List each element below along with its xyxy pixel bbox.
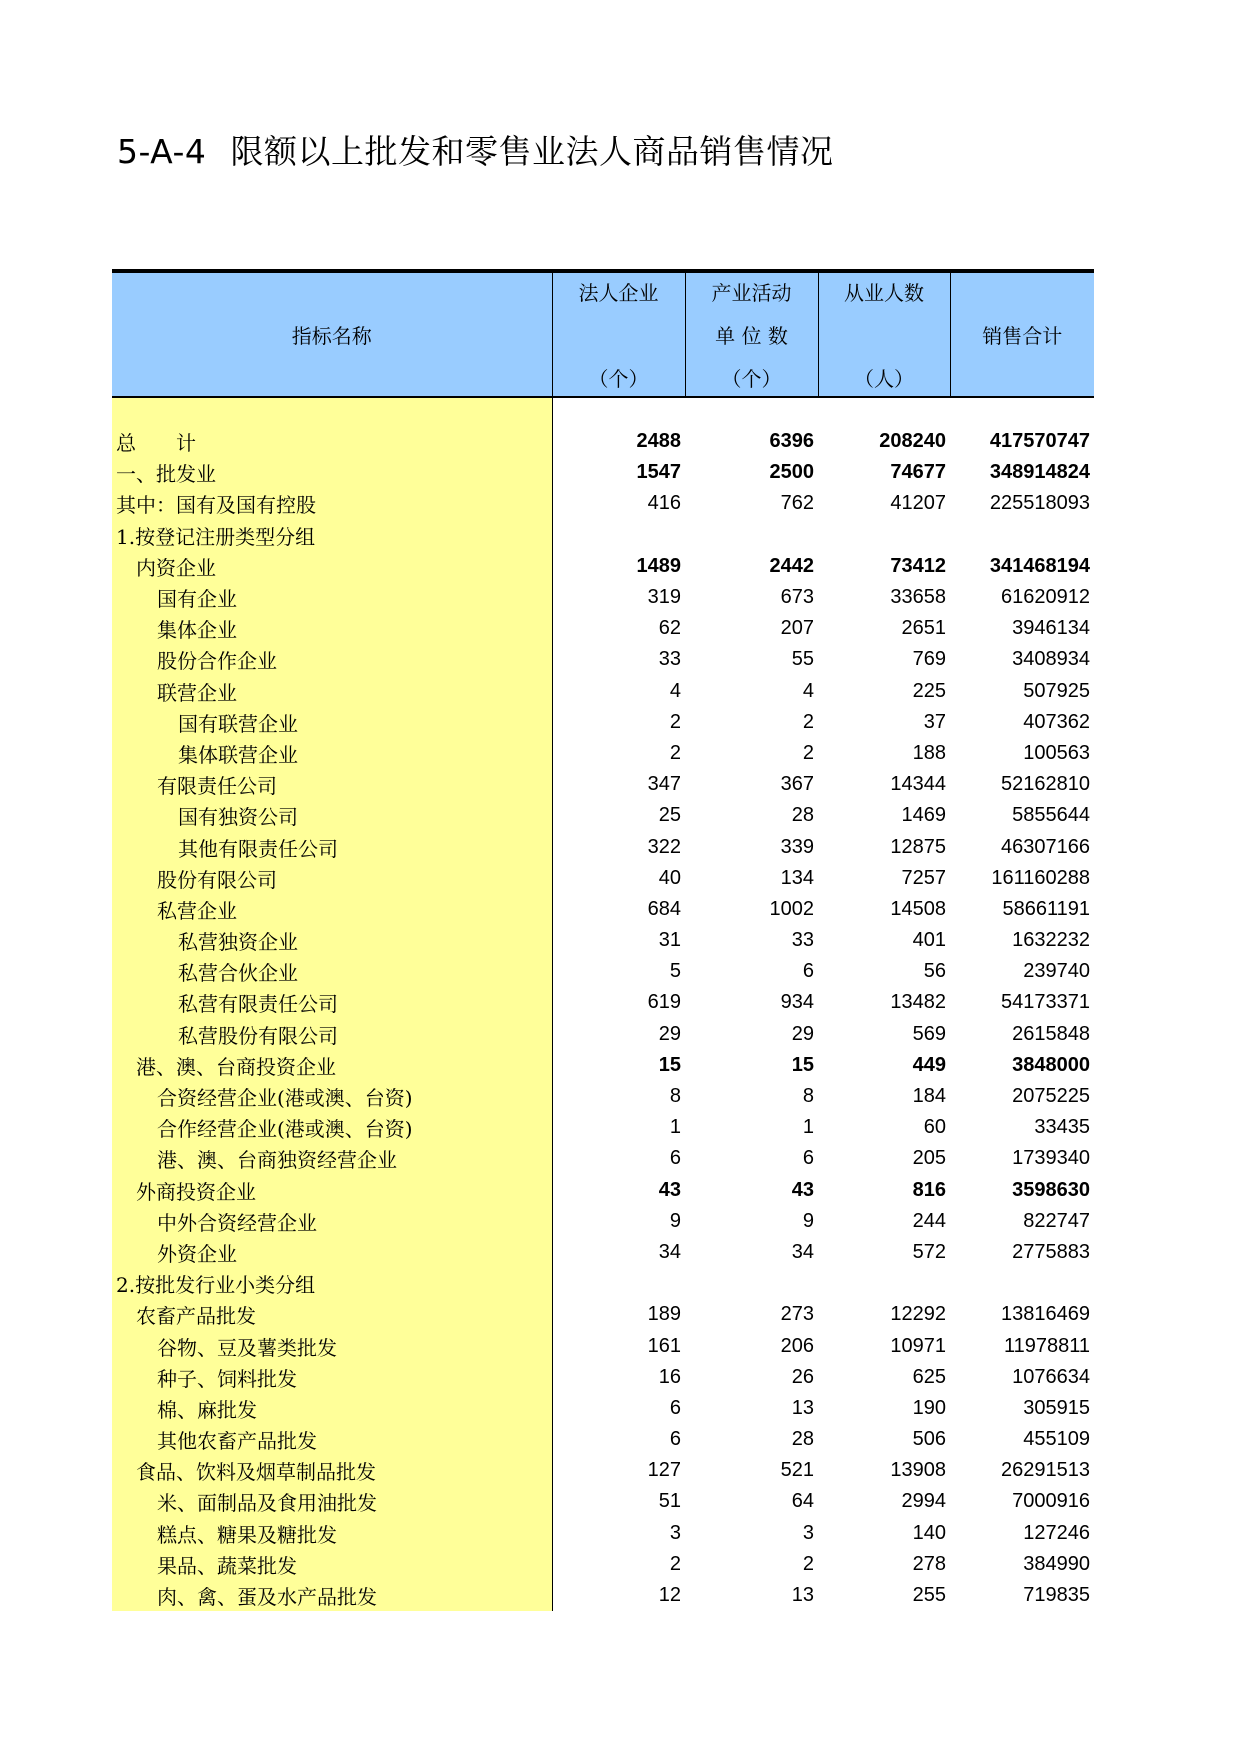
employees-cell: 255 bbox=[912, 1584, 946, 1607]
row-label: 合资经营企业(港或澳、台资) bbox=[112, 1081, 552, 1112]
total-sales-cell: 11978811 bbox=[1003, 1334, 1090, 1357]
table-row bbox=[112, 613, 1094, 644]
table-row bbox=[112, 1019, 1094, 1050]
activity-units-cell: 43 bbox=[791, 1178, 814, 1201]
activity-units-cell: 34 bbox=[791, 1240, 814, 1263]
activity-units-cell: 4 bbox=[802, 679, 814, 702]
legal-entities-cell: 33 bbox=[658, 648, 681, 671]
total-sales-cell: 348914824 bbox=[989, 461, 1090, 484]
employees-cell: 184 bbox=[912, 1085, 946, 1108]
employees-cell: 205 bbox=[912, 1147, 946, 1170]
header-activity-units: 产业活动 单 位 数 （个） bbox=[685, 271, 818, 397]
legal-entities-cell: 2 bbox=[669, 1552, 681, 1575]
table-row bbox=[112, 925, 1094, 956]
activity-units-cell: 13 bbox=[791, 1584, 814, 1607]
row-label: 私营独资企业 bbox=[112, 925, 552, 956]
legal-entities-cell: 43 bbox=[658, 1178, 681, 1201]
statistics-table bbox=[112, 269, 1094, 1611]
table-row bbox=[112, 1268, 1094, 1299]
legal-entities-cell: 6 bbox=[669, 1396, 681, 1419]
legal-entities-cell: 619 bbox=[647, 991, 681, 1014]
table-row bbox=[112, 644, 1094, 675]
total-sales-cell: 52162810 bbox=[1001, 773, 1090, 796]
legal-entities-cell: 6 bbox=[669, 1147, 681, 1170]
total-sales-cell: 26291513 bbox=[1001, 1459, 1090, 1482]
activity-units-cell: 15 bbox=[791, 1053, 814, 1076]
table-row bbox=[112, 1455, 1094, 1486]
employees-cell: 14344 bbox=[890, 773, 946, 796]
activity-units-cell: 273 bbox=[780, 1303, 814, 1326]
table-row bbox=[112, 800, 1094, 831]
total-sales-cell bbox=[950, 1268, 1094, 1299]
row-label: 私营股份有限公司 bbox=[112, 1019, 552, 1050]
total-sales-cell: 822747 bbox=[1023, 1209, 1090, 1232]
activity-units-cell: 673 bbox=[780, 586, 814, 609]
table-row bbox=[112, 1580, 1094, 1611]
total-sales-cell: 1076634 bbox=[1012, 1365, 1090, 1388]
table-row bbox=[112, 1518, 1094, 1549]
table-row bbox=[112, 894, 1094, 925]
activity-units-cell bbox=[685, 1268, 818, 1299]
legal-entities-cell: 34 bbox=[658, 1240, 681, 1263]
employees-cell: 506 bbox=[912, 1428, 946, 1451]
activity-units-cell: 2442 bbox=[769, 554, 814, 577]
activity-units-cell: 28 bbox=[791, 804, 814, 827]
legal-entities-cell: 29 bbox=[658, 1022, 681, 1045]
row-label: 棉、麻批发 bbox=[112, 1393, 552, 1424]
row-label: 一、批发业 bbox=[112, 457, 552, 488]
table-row bbox=[112, 1237, 1094, 1268]
row-label: 私营合伙企业 bbox=[112, 956, 552, 987]
table-row bbox=[112, 1393, 1094, 1424]
row-label: 私营有限责任公司 bbox=[112, 987, 552, 1018]
legal-entities-cell: 1 bbox=[669, 1116, 681, 1139]
legal-entities-cell: 127 bbox=[647, 1459, 681, 1482]
row-label: 其他农畜产品批发 bbox=[112, 1424, 552, 1455]
legal-entities-cell: 8 bbox=[669, 1085, 681, 1108]
spacer-row bbox=[112, 397, 1094, 426]
employees-cell: 208240 bbox=[879, 430, 946, 453]
table-row bbox=[112, 1549, 1094, 1580]
row-label: 2.按批发行业小类分组 bbox=[112, 1268, 552, 1299]
total-sales-cell: 54173371 bbox=[1001, 991, 1090, 1014]
row-label: 股份有限公司 bbox=[112, 863, 552, 894]
row-label: 其他有限责任公司 bbox=[112, 831, 552, 862]
table-row bbox=[112, 488, 1094, 519]
activity-units-cell: 13 bbox=[791, 1396, 814, 1419]
header-indicator-name: 指标名称 bbox=[112, 271, 552, 397]
total-sales-cell: 2075225 bbox=[1012, 1085, 1090, 1108]
activity-units-cell: 134 bbox=[780, 866, 814, 889]
legal-entities-cell: 189 bbox=[647, 1303, 681, 1326]
page-title bbox=[117, 126, 833, 173]
table-row bbox=[112, 1143, 1094, 1174]
activity-units-cell: 339 bbox=[780, 835, 814, 858]
header-legal-entities: 法人企业 （个） bbox=[552, 271, 685, 397]
row-label: 外商投资企业 bbox=[112, 1175, 552, 1206]
total-sales-cell: 100563 bbox=[1023, 741, 1090, 764]
table-row bbox=[112, 1299, 1094, 1330]
employees-cell: 7257 bbox=[901, 866, 946, 889]
statistics-table-container bbox=[112, 269, 1094, 1611]
activity-units-cell: 8 bbox=[802, 1085, 814, 1108]
legal-entities-cell: 5 bbox=[669, 960, 681, 983]
employees-cell: 572 bbox=[912, 1240, 946, 1263]
employees-cell: 33658 bbox=[890, 586, 946, 609]
employees-cell: 13908 bbox=[890, 1459, 946, 1482]
row-label: 港、澳、台商投资企业 bbox=[112, 1050, 552, 1081]
row-label: 国有联营企业 bbox=[112, 707, 552, 738]
table-row bbox=[112, 707, 1094, 738]
total-sales-cell bbox=[950, 520, 1094, 551]
table-row bbox=[112, 551, 1094, 582]
table-row bbox=[112, 582, 1094, 613]
legal-entities-cell: 31 bbox=[658, 929, 681, 952]
legal-entities-cell: 12 bbox=[658, 1584, 681, 1607]
total-sales-cell: 5855644 bbox=[1012, 804, 1090, 827]
employees-cell: 190 bbox=[912, 1396, 946, 1419]
row-label: 内资企业 bbox=[112, 551, 552, 582]
table-body bbox=[112, 397, 1094, 1611]
activity-units-cell: 1 bbox=[802, 1116, 814, 1139]
legal-entities-cell: 2 bbox=[669, 710, 681, 733]
employees-cell: 10971 bbox=[890, 1334, 946, 1357]
table-row bbox=[112, 1486, 1094, 1517]
total-sales-cell: 719835 bbox=[1023, 1584, 1090, 1607]
employees-cell: 60 bbox=[923, 1116, 946, 1139]
legal-entities-cell: 161 bbox=[647, 1334, 681, 1357]
row-label: 谷物、豆及薯类批发 bbox=[112, 1330, 552, 1361]
employees-cell: 569 bbox=[912, 1022, 946, 1045]
employees-cell: 74677 bbox=[890, 461, 946, 484]
row-label: 联营企业 bbox=[112, 676, 552, 707]
employees-cell: 769 bbox=[912, 648, 946, 671]
row-label: 农畜产品批发 bbox=[112, 1299, 552, 1330]
total-sales-cell: 58661191 bbox=[1002, 897, 1090, 920]
legal-entities-cell: 16 bbox=[658, 1365, 681, 1388]
employees-cell: 12292 bbox=[890, 1303, 946, 1326]
table-row bbox=[112, 1081, 1094, 1112]
header-total-sales: 销售合计 bbox=[950, 271, 1094, 397]
legal-entities-cell: 684 bbox=[647, 897, 681, 920]
total-sales-cell: 225518093 bbox=[989, 492, 1090, 515]
total-sales-cell: 2615848 bbox=[1012, 1022, 1090, 1045]
header-employees: 从业人数 （人） bbox=[818, 271, 950, 397]
row-label: 中外合资经营企业 bbox=[112, 1206, 552, 1237]
table-row bbox=[112, 457, 1094, 488]
table-row bbox=[112, 769, 1094, 800]
employees-cell: 73412 bbox=[890, 554, 946, 577]
employees-cell bbox=[818, 520, 950, 551]
activity-units-cell: 2 bbox=[802, 741, 814, 764]
row-label: 食品、饮料及烟草制品批发 bbox=[112, 1455, 552, 1486]
legal-entities-cell: 6 bbox=[669, 1428, 681, 1451]
legal-entities-cell: 416 bbox=[647, 492, 681, 515]
employees-cell: 401 bbox=[912, 929, 946, 952]
table-row bbox=[112, 738, 1094, 769]
activity-units-cell: 33 bbox=[791, 929, 814, 952]
table-row bbox=[112, 1050, 1094, 1081]
table-row bbox=[112, 987, 1094, 1018]
row-label: 糕点、糖果及糖批发 bbox=[112, 1518, 552, 1549]
row-label: 果品、蔬菜批发 bbox=[112, 1549, 552, 1580]
activity-units-cell: 3 bbox=[802, 1521, 814, 1544]
table-row bbox=[112, 1112, 1094, 1143]
employees-cell bbox=[818, 1268, 950, 1299]
row-label: 股份合作企业 bbox=[112, 644, 552, 675]
total-sales-cell: 161160288 bbox=[991, 866, 1090, 889]
total-sales-cell: 341468194 bbox=[989, 554, 1090, 577]
activity-units-cell: 1002 bbox=[769, 897, 814, 920]
employees-cell: 140 bbox=[912, 1521, 946, 1544]
employees-cell: 244 bbox=[912, 1209, 946, 1232]
total-sales-cell: 127246 bbox=[1023, 1521, 1090, 1544]
employees-cell: 278 bbox=[912, 1552, 946, 1575]
total-sales-cell: 239740 bbox=[1023, 960, 1090, 983]
activity-units-cell: 6 bbox=[802, 1147, 814, 1170]
activity-units-cell: 2500 bbox=[769, 461, 814, 484]
activity-units-cell: 521 bbox=[780, 1459, 814, 1482]
legal-entities-cell: 3 bbox=[669, 1521, 681, 1544]
employees-cell: 12875 bbox=[890, 835, 946, 858]
table-row bbox=[112, 676, 1094, 707]
row-label: 私营企业 bbox=[112, 894, 552, 925]
total-sales-cell: 3408934 bbox=[1012, 648, 1090, 671]
employees-cell: 56 bbox=[923, 960, 946, 983]
row-label: 集体联营企业 bbox=[112, 738, 552, 769]
activity-units-cell: 6396 bbox=[769, 430, 814, 453]
table-row bbox=[112, 863, 1094, 894]
legal-entities-cell: 1547 bbox=[636, 461, 681, 484]
employees-cell: 1469 bbox=[901, 804, 946, 827]
employees-cell: 13482 bbox=[890, 991, 946, 1014]
legal-entities-cell: 40 bbox=[658, 866, 681, 889]
activity-units-cell: 28 bbox=[791, 1428, 814, 1451]
table-row bbox=[112, 831, 1094, 862]
row-label: 外资企业 bbox=[112, 1237, 552, 1268]
legal-entities-cell bbox=[552, 520, 685, 551]
total-sales-cell: 1739340 bbox=[1012, 1147, 1090, 1170]
total-sales-cell: 2775883 bbox=[1012, 1240, 1090, 1263]
total-sales-cell: 305915 bbox=[1023, 1396, 1090, 1419]
employees-cell: 14508 bbox=[890, 897, 946, 920]
row-label: 有限责任公司 bbox=[112, 769, 552, 800]
row-label: 米、面制品及食用油批发 bbox=[112, 1486, 552, 1517]
legal-entities-cell: 51 bbox=[658, 1490, 681, 1513]
activity-units-cell: 9 bbox=[802, 1209, 814, 1232]
table-row bbox=[112, 1175, 1094, 1206]
activity-units-cell: 55 bbox=[791, 648, 814, 671]
legal-entities-cell: 25 bbox=[658, 804, 681, 827]
row-label: 国有独资公司 bbox=[112, 800, 552, 831]
table-row bbox=[112, 1206, 1094, 1237]
total-sales-cell: 455109 bbox=[1023, 1428, 1090, 1451]
table-row bbox=[112, 1330, 1094, 1361]
legal-entities-cell bbox=[552, 1268, 685, 1299]
legal-entities-cell: 347 bbox=[647, 773, 681, 796]
table-row bbox=[112, 1362, 1094, 1393]
total-sales-cell: 3946134 bbox=[1012, 617, 1090, 640]
total-sales-cell: 33435 bbox=[1034, 1116, 1090, 1139]
legal-entities-cell: 9 bbox=[669, 1209, 681, 1232]
table-row bbox=[112, 1424, 1094, 1455]
employees-cell: 2994 bbox=[901, 1490, 946, 1513]
total-sales-cell: 13816469 bbox=[1001, 1303, 1090, 1326]
total-sales-cell: 384990 bbox=[1023, 1552, 1090, 1575]
header-row bbox=[112, 271, 1094, 397]
legal-entities-cell: 1489 bbox=[636, 554, 681, 577]
total-sales-cell: 507925 bbox=[1023, 679, 1090, 702]
legal-entities-cell: 62 bbox=[658, 617, 681, 640]
activity-units-cell bbox=[685, 520, 818, 551]
activity-units-cell: 762 bbox=[780, 492, 814, 515]
row-label: 合作经营企业(港或澳、台资) bbox=[112, 1112, 552, 1143]
legal-entities-cell: 2488 bbox=[636, 430, 681, 453]
table-title: 限额以上批发和零售业法人商品销售情况 bbox=[230, 132, 834, 171]
employees-cell: 816 bbox=[912, 1178, 946, 1201]
total-sales-cell: 1632232 bbox=[1012, 929, 1090, 952]
total-sales-cell: 61620912 bbox=[1001, 586, 1090, 609]
legal-entities-cell: 4 bbox=[669, 679, 681, 702]
employees-cell: 37 bbox=[923, 710, 946, 733]
employees-cell: 41207 bbox=[890, 492, 946, 515]
employees-cell: 625 bbox=[912, 1365, 946, 1388]
total-sales-cell: 46307166 bbox=[1001, 835, 1090, 858]
row-label: 集体企业 bbox=[112, 613, 552, 644]
row-label: 国有企业 bbox=[112, 582, 552, 613]
activity-units-cell: 2 bbox=[802, 1552, 814, 1575]
activity-units-cell: 64 bbox=[791, 1490, 814, 1513]
employees-cell: 188 bbox=[912, 741, 946, 764]
table-code: 5-A-4 bbox=[117, 132, 207, 171]
legal-entities-cell: 322 bbox=[647, 835, 681, 858]
activity-units-cell: 6 bbox=[802, 960, 814, 983]
employees-cell: 449 bbox=[912, 1053, 946, 1076]
total-sales-cell: 417570747 bbox=[989, 430, 1090, 453]
activity-units-cell: 367 bbox=[780, 773, 814, 796]
activity-units-cell: 934 bbox=[780, 991, 814, 1014]
row-label: 种子、饲料批发 bbox=[112, 1362, 552, 1393]
employees-cell: 225 bbox=[912, 679, 946, 702]
row-label: 港、澳、台商独资经营企业 bbox=[112, 1143, 552, 1174]
table-row bbox=[112, 520, 1094, 551]
activity-units-cell: 206 bbox=[780, 1334, 814, 1357]
activity-units-cell: 26 bbox=[791, 1365, 814, 1388]
activity-units-cell: 207 bbox=[780, 617, 814, 640]
row-label: 其中：国有及国有控股 bbox=[112, 488, 552, 519]
row-label: 肉、禽、蛋及水产品批发 bbox=[112, 1580, 552, 1611]
employees-cell: 2651 bbox=[901, 617, 946, 640]
legal-entities-cell: 15 bbox=[658, 1053, 681, 1076]
total-sales-cell: 3598630 bbox=[1012, 1178, 1090, 1201]
total-sales-cell: 407362 bbox=[1023, 710, 1090, 733]
table-row bbox=[112, 956, 1094, 987]
row-label: 1.按登记注册类型分组 bbox=[112, 520, 552, 551]
row-label: 总 计 bbox=[112, 426, 552, 457]
activity-units-cell: 29 bbox=[791, 1022, 814, 1045]
legal-entities-cell: 319 bbox=[647, 586, 681, 609]
legal-entities-cell: 2 bbox=[669, 741, 681, 764]
total-sales-cell: 3848000 bbox=[1012, 1053, 1090, 1076]
activity-units-cell: 2 bbox=[802, 710, 814, 733]
total-sales-cell: 7000916 bbox=[1012, 1490, 1090, 1513]
table-row bbox=[112, 426, 1094, 457]
